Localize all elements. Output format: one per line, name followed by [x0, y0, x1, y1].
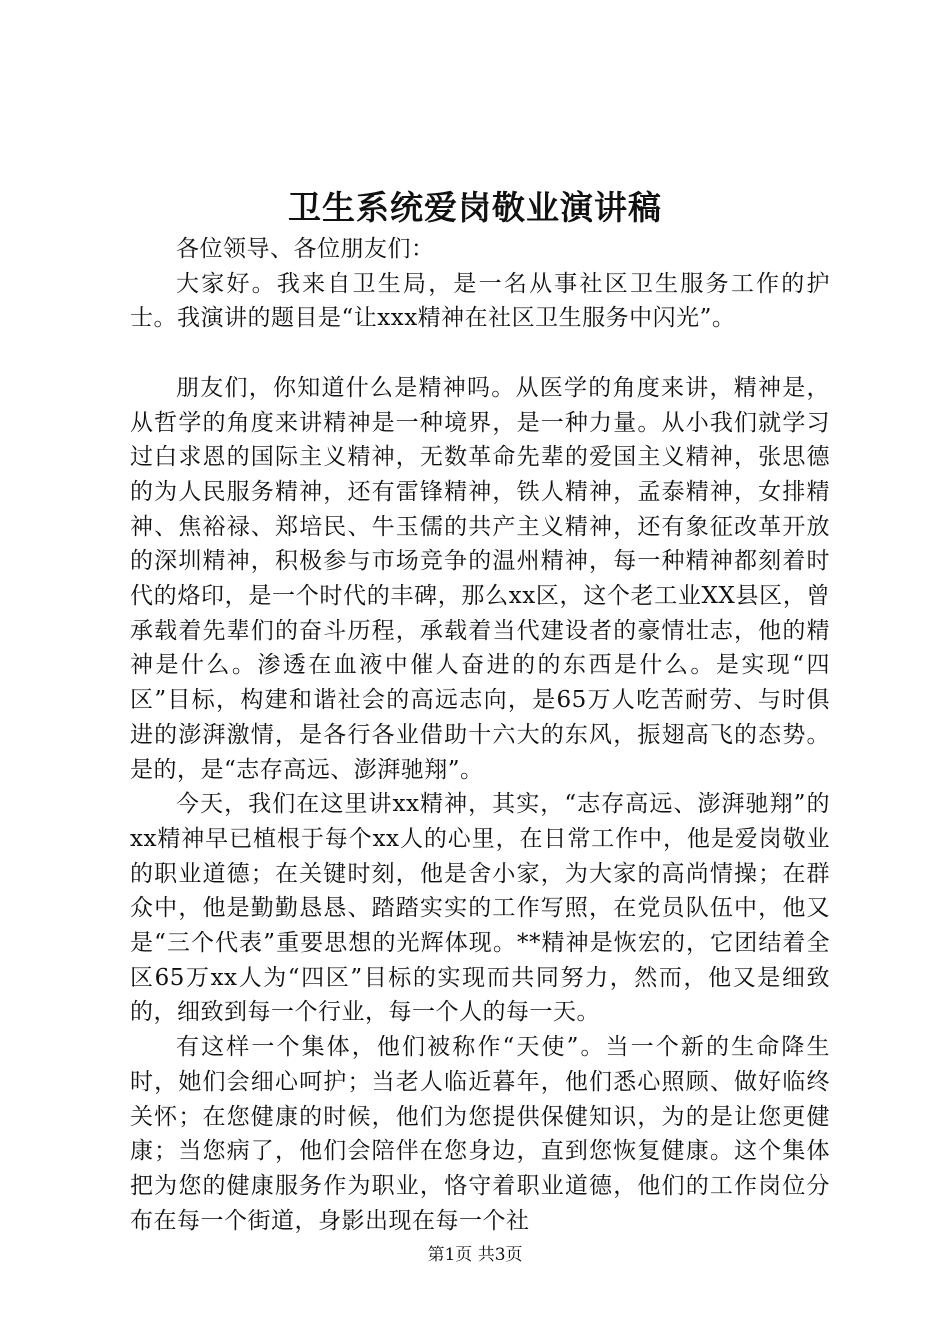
paragraph-gap — [130, 336, 830, 371]
paragraph-1: 大家好。我来自卫生局，是一名从事社区卫生服务工作的护士。我演讲的题目是“让xxx精神在社区卫生服务中闪光”。 — [130, 270, 830, 332]
paragraph-2: 朋友们，你知道什么是精神吗。从医学的角度来讲，精神是，从哲学的角度来讲精神是一种境界，是一种力量。从小我们就学习过白求恩的国际主义精神，无数革命先辈的爱国主义精神，张思德的为人民服务精神，还有雷锋精神，铁人精神，孟泰精神，女排精神、焦裕禄、郑培民、牛玉儒的共产主义精神，还有象征改革开放的深圳精神，积极参与市场竞争的温州精神，每一种精神都刻着时代的烙印，是一个时代的丰碑，那么xx区，这个老工业XX县区，曾承载着先辈们的奋斗历程，承载着当代建设者的豪情壮志，他的精神是什么。渗透在血液中催人奋进的的东西是什么。是实现“四区”目标，构建和谐社会的高远志向，是65万人吃苦耐劳、与时俱进的澎湃激情，是各行各业借助十六大的东风，振翅高飞的态势。是的，是“志存高远、澎湃驰翔”。 — [130, 374, 830, 783]
paragraph-3: 今天，我们在这里讲xx精神，其实，“志存高远、澎湃驰翔”的xx精神早已植根于每个xx人的心里，在日常工作中，他是爱岗敬业的职业道德；在关键时刻，他是舍小家，为大家的高尚情操；在群众中，他是勤勤恳恳、踏踏实实的工作写照，在党员队伍中，他又是“三个代表”重要思想的光辉体现。**精神是恢宏的，它团结着全区65万xx人为“四区”目标的实现而共同努力，然而，他又是细致的，细致到每一个行业，每一个人的每一天。 — [130, 791, 830, 1026]
salutation: 各位领导、各位朋友们： — [176, 236, 435, 262]
paragraph-4: 有这样一个集体，他们被称作“天使”。当一个新的生命降生时，她们会细心呵护；当老人临近暮年，他们悉心照顾、做好临终关怀；在您健康的时候，他们为您提供保健知识，为的是让您更健康；当您病了，他们会陪伴在您身边，直到您恢复健康。这个集体把为您的健康服务作为职业，恪守着职业道德，他们的工作岗位分布在每一个街道，身影出现在每一个社 — [130, 1034, 830, 1234]
document-body — [130, 232, 830, 1238]
page-number-footer: 第1页 共3页 — [427, 1245, 523, 1265]
document-title: 卫生系统爱岗敬业演讲稿 — [288, 188, 662, 227]
